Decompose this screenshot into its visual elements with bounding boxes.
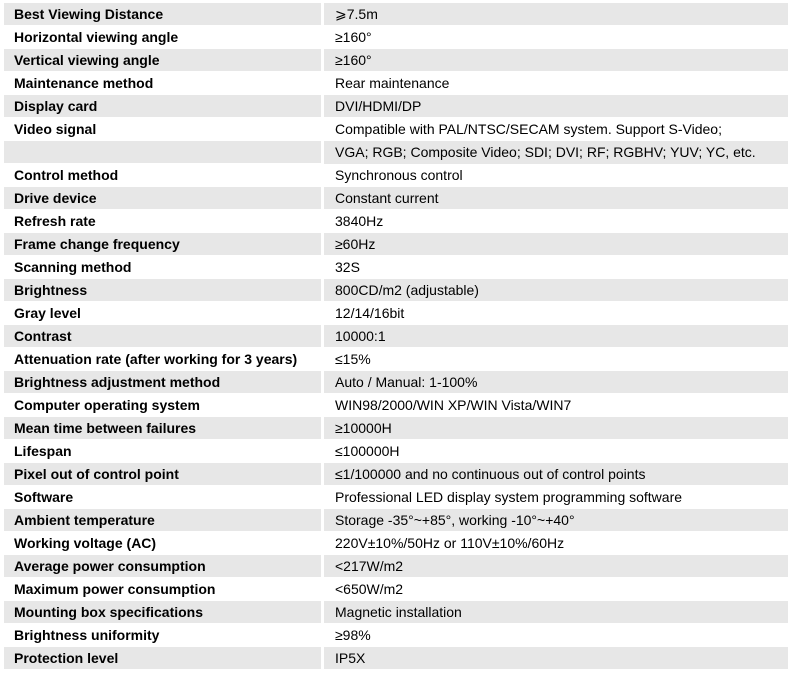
table-row (4, 164, 788, 187)
spec-table (4, 3, 788, 670)
row-value: 800CD/m2 (adjustable) (324, 279, 788, 301)
row-value: Storage -35°~+85°, working -10°~+40° (324, 509, 788, 531)
row-label: Mean time between failures (4, 417, 321, 439)
row-value: Synchronous control (324, 164, 788, 186)
row-label-cell (4, 118, 321, 163)
row-label: Refresh rate (4, 210, 321, 232)
row-label: Computer operating system (4, 394, 321, 416)
row-value: ≥60Hz (324, 233, 788, 255)
row-value: 220V±10%/50Hz or 110V±10%/60Hz (324, 532, 788, 554)
row-value: ≥98% (324, 624, 788, 646)
table-row (4, 555, 788, 578)
row-value: ≥160° (324, 26, 788, 48)
table-row (4, 95, 788, 118)
row-label: Brightness uniformity (4, 624, 321, 646)
row-label: Horizontal viewing angle (4, 26, 321, 48)
row-label: Control method (4, 164, 321, 186)
row-value: Compatible with PAL/NTSC/SECAM system. Support S-Video; (324, 118, 788, 141)
row-label: Mounting box specifications (4, 601, 321, 623)
table-row (4, 72, 788, 95)
table-row (4, 256, 788, 279)
row-label: Brightness (4, 279, 321, 301)
table-row (4, 49, 788, 72)
table-row (4, 325, 788, 348)
row-value: <217W/m2 (324, 555, 788, 577)
row-value: Professional LED display system programming software (324, 486, 788, 508)
row-label: Protection level (4, 647, 321, 669)
row-value: Magnetic installation (324, 601, 788, 623)
table-row (4, 187, 788, 210)
row-label: Scanning method (4, 256, 321, 278)
table-row (4, 3, 788, 26)
table-row (4, 601, 788, 624)
table-row (4, 624, 788, 647)
table-row (4, 279, 788, 302)
table-row (4, 233, 788, 256)
row-value: 32S (324, 256, 788, 278)
row-label: Lifespan (4, 440, 321, 462)
row-value-continuation: VGA; RGB; Composite Video; SDI; DVI; RF; RGBHV; YUV; YC, etc. (324, 141, 788, 164)
row-value: WIN98/2000/WIN XP/WIN Vista/WIN7 (324, 394, 788, 416)
row-value: ≤1/100000 and no continuous out of control points (324, 463, 788, 485)
table-row (4, 210, 788, 233)
row-label: Brightness adjustment method (4, 371, 321, 393)
table-row (4, 26, 788, 49)
row-label: Frame change frequency (4, 233, 321, 255)
row-value: ≥160° (324, 49, 788, 71)
row-value: Auto / Manual: 1-100% (324, 371, 788, 393)
row-value: Rear maintenance (324, 72, 788, 94)
row-value: Constant current (324, 187, 788, 209)
row-value: IP5X (324, 647, 788, 669)
row-label: Attenuation rate (after working for 3 years) (4, 348, 321, 370)
table-row (4, 578, 788, 601)
row-label: Maximum power consumption (4, 578, 321, 600)
row-label: Maintenance method (4, 72, 321, 94)
row-label: Software (4, 486, 321, 508)
row-value: ⩾7.5m (324, 3, 788, 25)
row-label: Gray level (4, 302, 321, 324)
table-row (4, 118, 788, 164)
row-label: Average power consumption (4, 555, 321, 577)
row-label: Display card (4, 95, 321, 117)
row-label: Pixel out of control point (4, 463, 321, 485)
row-label: Working voltage (AC) (4, 532, 321, 554)
table-row (4, 532, 788, 555)
table-row (4, 371, 788, 394)
row-label: Best Viewing Distance (4, 3, 321, 25)
row-value: 3840Hz (324, 210, 788, 232)
row-label: Video signal (4, 118, 321, 141)
table-row (4, 647, 788, 670)
row-value: ≤100000H (324, 440, 788, 462)
row-value: 10000:1 (324, 325, 788, 347)
row-label-continuation (4, 141, 321, 163)
row-value-cell (324, 118, 788, 163)
row-value: DVI/HDMI/DP (324, 95, 788, 117)
row-label: Drive device (4, 187, 321, 209)
row-value: ≤15% (324, 348, 788, 370)
table-row (4, 302, 788, 325)
row-label: Ambient temperature (4, 509, 321, 531)
row-label: Contrast (4, 325, 321, 347)
table-row (4, 486, 788, 509)
table-row (4, 463, 788, 486)
table-row (4, 348, 788, 371)
row-value: <650W/m2 (324, 578, 788, 600)
row-value: 12/14/16bit (324, 302, 788, 324)
table-row (4, 417, 788, 440)
table-row (4, 509, 788, 532)
row-label: Vertical viewing angle (4, 49, 321, 71)
row-value: ≥10000H (324, 417, 788, 439)
table-row (4, 440, 788, 463)
table-row (4, 394, 788, 417)
